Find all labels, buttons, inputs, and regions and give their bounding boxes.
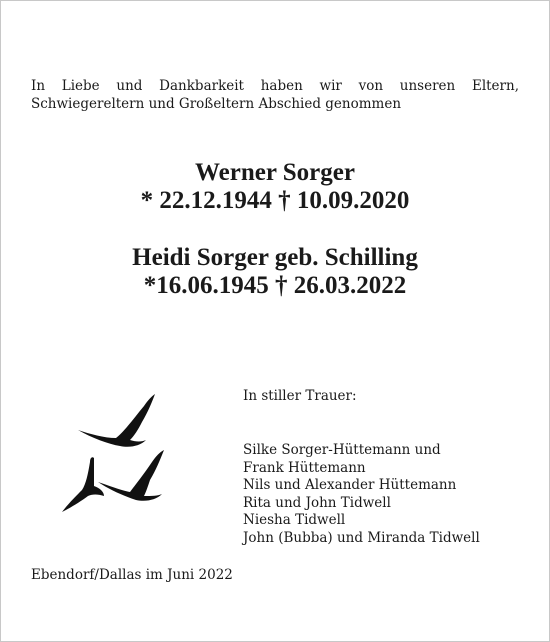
place-date: Ebendorf/Dallas im Juni 2022 bbox=[31, 567, 233, 583]
deceased-2-name: Heidi Sorger geb. Schilling bbox=[132, 244, 418, 271]
mourner-line: Nils und Alexander Hüttemann bbox=[243, 477, 457, 493]
deceased-2-dates: *16.06.1945 † 26.03.2022 bbox=[143, 272, 407, 299]
deceased-1-dates: * 22.12.1944 † 10.09.2020 bbox=[140, 187, 410, 214]
intro-line-2: Schwiegereltern und Großeltern Abschied genommen bbox=[31, 96, 402, 112]
mourner-line: Frank Hüttemann bbox=[243, 459, 366, 476]
mourner-line: Niesha Tidwell bbox=[243, 512, 346, 528]
mourners-list bbox=[243, 442, 480, 547]
deceased-1 bbox=[0, 159, 550, 215]
intro-text bbox=[31, 77, 519, 113]
intro-line-1: In Liebe und Dankbarkeit haben wir von unseren Eltern, bbox=[31, 78, 519, 94]
deceased-1-name: Werner Sorger bbox=[195, 159, 355, 186]
mourner-line: Silke Sorger-Hüttemann und bbox=[243, 442, 441, 458]
flying-birds-icon bbox=[60, 388, 180, 518]
mourner-line: John (Bubba) und Miranda Tidwell bbox=[243, 529, 480, 546]
deceased-2 bbox=[0, 244, 550, 300]
mourning-label: In stiller Trauer: bbox=[243, 388, 357, 404]
mourner-line: Rita und John Tidwell bbox=[243, 494, 391, 511]
